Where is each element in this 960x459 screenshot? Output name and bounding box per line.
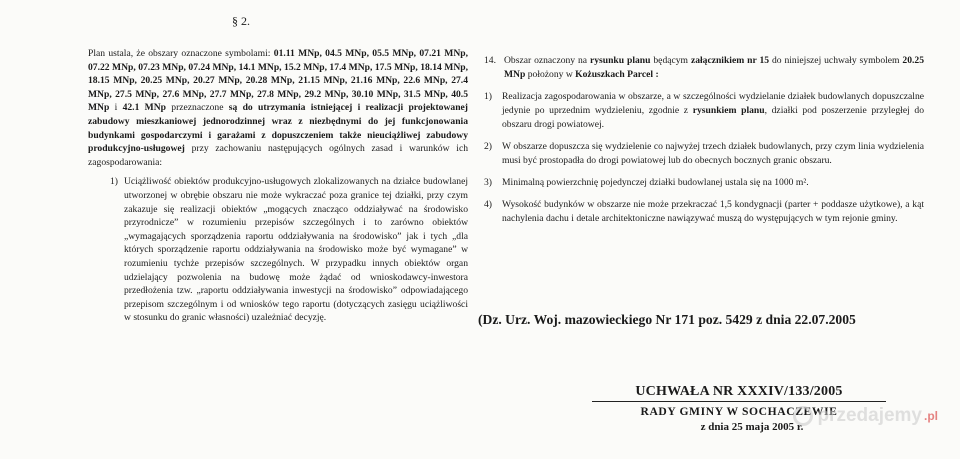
section-mark: § 2.	[232, 14, 250, 28]
list-item-number: 2)	[484, 141, 492, 152]
text-run-bold: 20.25 MNp	[504, 55, 925, 80]
left-intro-text: Plan ustala, że obszary oznaczone symbolami:	[88, 48, 274, 59]
right-intro-text	[504, 54, 924, 82]
text-run-bold: rysunkiem planu	[692, 105, 765, 116]
watermark-text: przedajemy	[817, 405, 922, 426]
text-run: Obszar oznaczony na	[504, 55, 590, 66]
list-item-number: 3)	[484, 177, 492, 188]
left-intro-symbol-last: 42.1 MNp	[122, 102, 166, 114]
left-intro-purpose: są do utrzymania istniejącej i realizacji projektowanej zabudowy mieszkaniowej jednorodzinnej wraz z niezbędnymi do jej funkcjonowania budynkami gospodarczymi i garażami z dopuszczeniem także nieuciążliwej zabudowy produkcyjno-usługowej	[88, 102, 468, 155]
left-intro-text: i	[109, 102, 123, 114]
text-run: będącym	[650, 55, 691, 66]
left-intro-text: przeznaczone	[165, 102, 229, 114]
right-rules-list	[484, 90, 924, 226]
paragraph-number: 14.	[484, 55, 496, 66]
list-item	[88, 175, 468, 325]
list-item-number: 1)	[484, 91, 492, 102]
text-run: Realizacja zagospodarowania w obszarze, a w szczególności wydzielanie działek budowlanych dopuszczalne jedynie po uprzednim wydzieleniu, zgodnie z	[502, 91, 924, 116]
text-run-bold: rysunku planu	[589, 55, 651, 66]
text-run: położony w	[525, 69, 576, 80]
list-item-text: Uciążliwość obiektów produkcyjno-usługowych zlokalizowanych na działce budowlanej utworzonej w obrębie obszaru nie może wykraczać poza granice tej działki, przy czym zakazuje się realizacji obiektów „mogących znacząco oddziaływać na środowisko przyrodnicze” w rozumieniu przepisów szczególnych i to zarówno obiektów „wymagających sporządzenia raportu oddziaływania na środowisko” jak i tych „dla których sporządzenie raportu oddziaływania na środowisko może być wymagane” w rozumieniu tychże przepisów szczególnych. W przypadku innych obiektów organ udzielający pozwolenia na budowę może żądać od wnioskodawcy-inwestora przedłożenia tzw. „raportu oddziaływania inwestycji na środowisko” odpowiadającego przepisom szczególnym i od wniosków tego raportu (dotyczących zasięgu uciążliwości w stosunku do granic własności) uzależniać decyzję.	[124, 176, 468, 324]
list-item-text: W obszarze dopuszcza się wydzielenie co najwyżej trzech działek budowlanych, przy czym linia wydzielenia musi być prostopadła do drogi powiatowej lub do obecnych bocznych granic obszaru.	[502, 141, 924, 166]
text-run-bold: załącznikiem nr 15	[690, 55, 770, 66]
list-item-text	[502, 90, 924, 132]
text-run-bold: Kożuszkach Parcel :	[575, 69, 659, 80]
right-column	[484, 54, 924, 234]
left-intro-text: przy zachowaniu następujących ogólnych zasad i warunków ich zagospodarowania:	[88, 143, 468, 168]
council-name: RADY GMINY W SOCHACZEWIE	[640, 405, 838, 418]
list-item-number: 4)	[484, 199, 492, 210]
journal-citation: (Dz. Urz. Woj. mazowieckiego Nr 171 poz. 5429 z dnia 22.07.2005	[478, 312, 856, 327]
list-item-text: Wysokość budynków w obszarze nie może przekraczać 1,5 kondygnacji (parter + poddasze użytkowe), a kąt nachylenia dachu i detale architektoniczne nawiązywać muszą do występujących w tym rejonie gminy.	[502, 199, 924, 224]
left-column	[88, 47, 468, 325]
list-item-number: 1)	[110, 176, 118, 188]
watermark-suffix: .pl	[924, 409, 938, 423]
list-item	[484, 140, 924, 168]
list-item	[484, 90, 924, 132]
list-item-text: Minimalną powierzchnię pojedynczej działki budowlanej ustala się na 1000 m².	[502, 177, 809, 188]
watermark-logo-icon	[793, 406, 813, 426]
left-intro-symbols: 01.11 MNp, 04.5 MNp, 05.5 MNp, 07.21 MNp, 07.22 MNp, 07.23 MNp, 07.24 MNp, 14.1 MNp, 15.2 MNp, 17.4 MNp, 17.5 MNp, 18.14 MNp, 18.15 MNp, 20.25 MNp, 20.27 MNp, 20.28 MNp, 21.15 MNp, 21.16 MNp, 22.6 MNp, 27.4 MNp, 27.5 MNp, 27.6 MNp, 27.7 MNp, 27.8 MNp, 29.2 MNp, 30.10 MNp, 31.5 MNp, 40.5 MNp	[88, 48, 468, 114]
resolution-date: z dnia 25 maja 2005 r.	[700, 421, 804, 433]
list-item	[484, 198, 924, 226]
text-run: , działki pod poszerzenie przyległej do obszaru drogi powiatowej.	[502, 105, 924, 130]
text-run: do niniejszej uchwały symbolem	[769, 55, 903, 66]
divider	[592, 401, 886, 402]
list-item	[484, 176, 924, 190]
left-intro-paragraph	[88, 47, 468, 169]
resolution-title: UCHWAŁA NR XXXIV/133/2005	[635, 384, 843, 399]
watermark	[793, 405, 938, 427]
right-intro-paragraph	[484, 54, 924, 82]
left-rules-list	[88, 175, 468, 325]
